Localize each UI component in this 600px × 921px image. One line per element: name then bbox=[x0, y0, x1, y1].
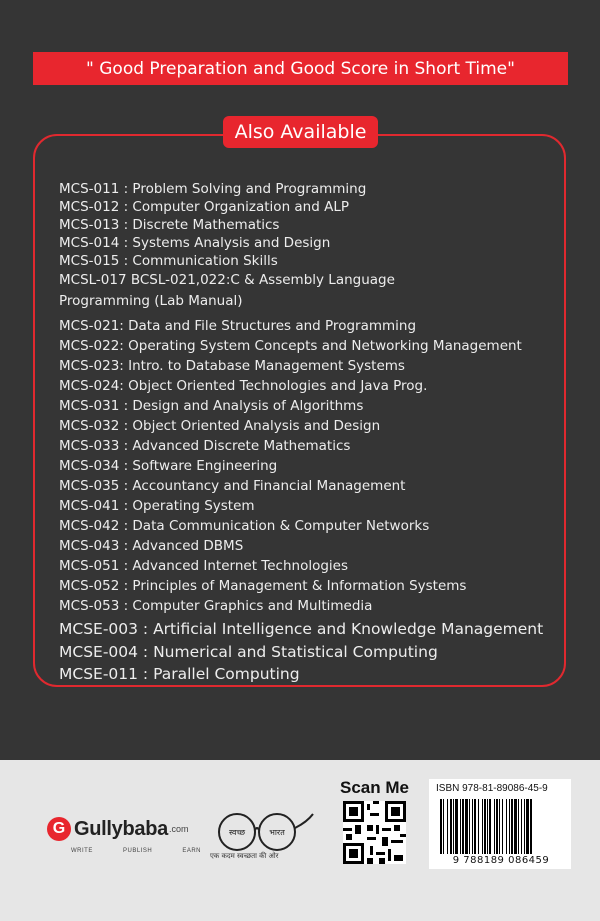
list-item: Programming (Lab Manual) bbox=[59, 293, 243, 309]
book-group-3 bbox=[59, 618, 559, 686]
book-group-1 bbox=[59, 180, 559, 312]
tagline-word: PUBLISH bbox=[122, 848, 153, 854]
isbn-digits: 9 788189 086459 bbox=[452, 855, 550, 866]
list-item: MCSE-003 : Artificial Intelligence and Knowledge Management bbox=[59, 620, 544, 638]
scan-me-label: Scan Me bbox=[340, 778, 409, 797]
book-list bbox=[59, 180, 559, 686]
list-item: MCS-033 : Advanced Discrete Mathematics bbox=[59, 438, 351, 454]
swachh-word: स्वच्छ bbox=[228, 828, 246, 837]
book-group-2 bbox=[59, 316, 559, 616]
list-item: MCS-014 : Systems Analysis and Design bbox=[59, 235, 331, 251]
list-item: MCS-034 : Software Engineering bbox=[59, 458, 278, 474]
publisher-tagline bbox=[71, 848, 201, 854]
list-item: MCS-023: Intro. to Database Management Systems bbox=[59, 358, 405, 374]
list-item: MCS-042 : Data Communication & Computer Networks bbox=[59, 518, 430, 534]
list-item: MCS-012 : Computer Organization and ALP bbox=[59, 199, 349, 215]
list-item: MCSE-011 : Parallel Computing bbox=[59, 665, 300, 683]
list-item: MCS-041 : Operating System bbox=[59, 498, 255, 514]
tagline-text: " Good Preparation and Good Score in Short Time" bbox=[86, 58, 515, 79]
list-item: MCS-052 : Principles of Management & Information Systems bbox=[59, 578, 467, 594]
list-item: MCS-053 : Computer Graphics and Multimedia bbox=[59, 598, 373, 614]
list-item: MCSL-017 BCSL-021,022:C & Assembly Language bbox=[59, 272, 395, 288]
list-item: MCS-013 : Discrete Mathematics bbox=[59, 217, 280, 233]
gullybaba-logo bbox=[47, 817, 189, 841]
tagline-word: WRITE bbox=[71, 848, 93, 854]
list-item: MCS-031 : Design and Analysis of Algorithms bbox=[59, 398, 364, 414]
list-item: MCSE-004 : Numerical and Statistical Computing bbox=[59, 642, 438, 661]
tagline-word: EARN bbox=[182, 848, 201, 854]
barcode-icon bbox=[438, 799, 562, 854]
list-item: MCS-043 : Advanced DBMS bbox=[59, 538, 244, 554]
also-available-title: Also Available bbox=[223, 116, 378, 148]
logo-mark: G bbox=[47, 817, 71, 841]
logo-name: Gullybaba bbox=[74, 817, 168, 840]
list-item: MCS-021: Data and File Structures and Programming bbox=[59, 318, 417, 334]
list-item: MCS-024: Object Oriented Technologies and Java Prog. bbox=[59, 378, 428, 394]
qr-code-icon bbox=[343, 801, 406, 864]
list-item: MCS-011 : Problem Solving and Programming bbox=[59, 181, 367, 197]
list-item: MCS-032 : Object Oriented Analysis and Design bbox=[59, 418, 381, 434]
list-item: MCS-051 : Advanced Internet Technologies bbox=[59, 558, 349, 574]
list-item: MCS-015 : Communication Skills bbox=[59, 253, 278, 269]
bharat-word: भारत bbox=[269, 828, 285, 837]
isbn-label: ISBN 978-81-89086-45-9 bbox=[436, 783, 548, 794]
tagline-banner bbox=[33, 52, 568, 85]
swachh-subtitle: एक कदम स्वच्छता की ओर bbox=[210, 852, 279, 860]
list-item: MCS-035 : Accountancy and Financial Management bbox=[59, 478, 406, 494]
list-item: MCS-022: Operating System Concepts and Networking Management bbox=[59, 338, 522, 354]
logo-domain: .com bbox=[169, 824, 189, 834]
